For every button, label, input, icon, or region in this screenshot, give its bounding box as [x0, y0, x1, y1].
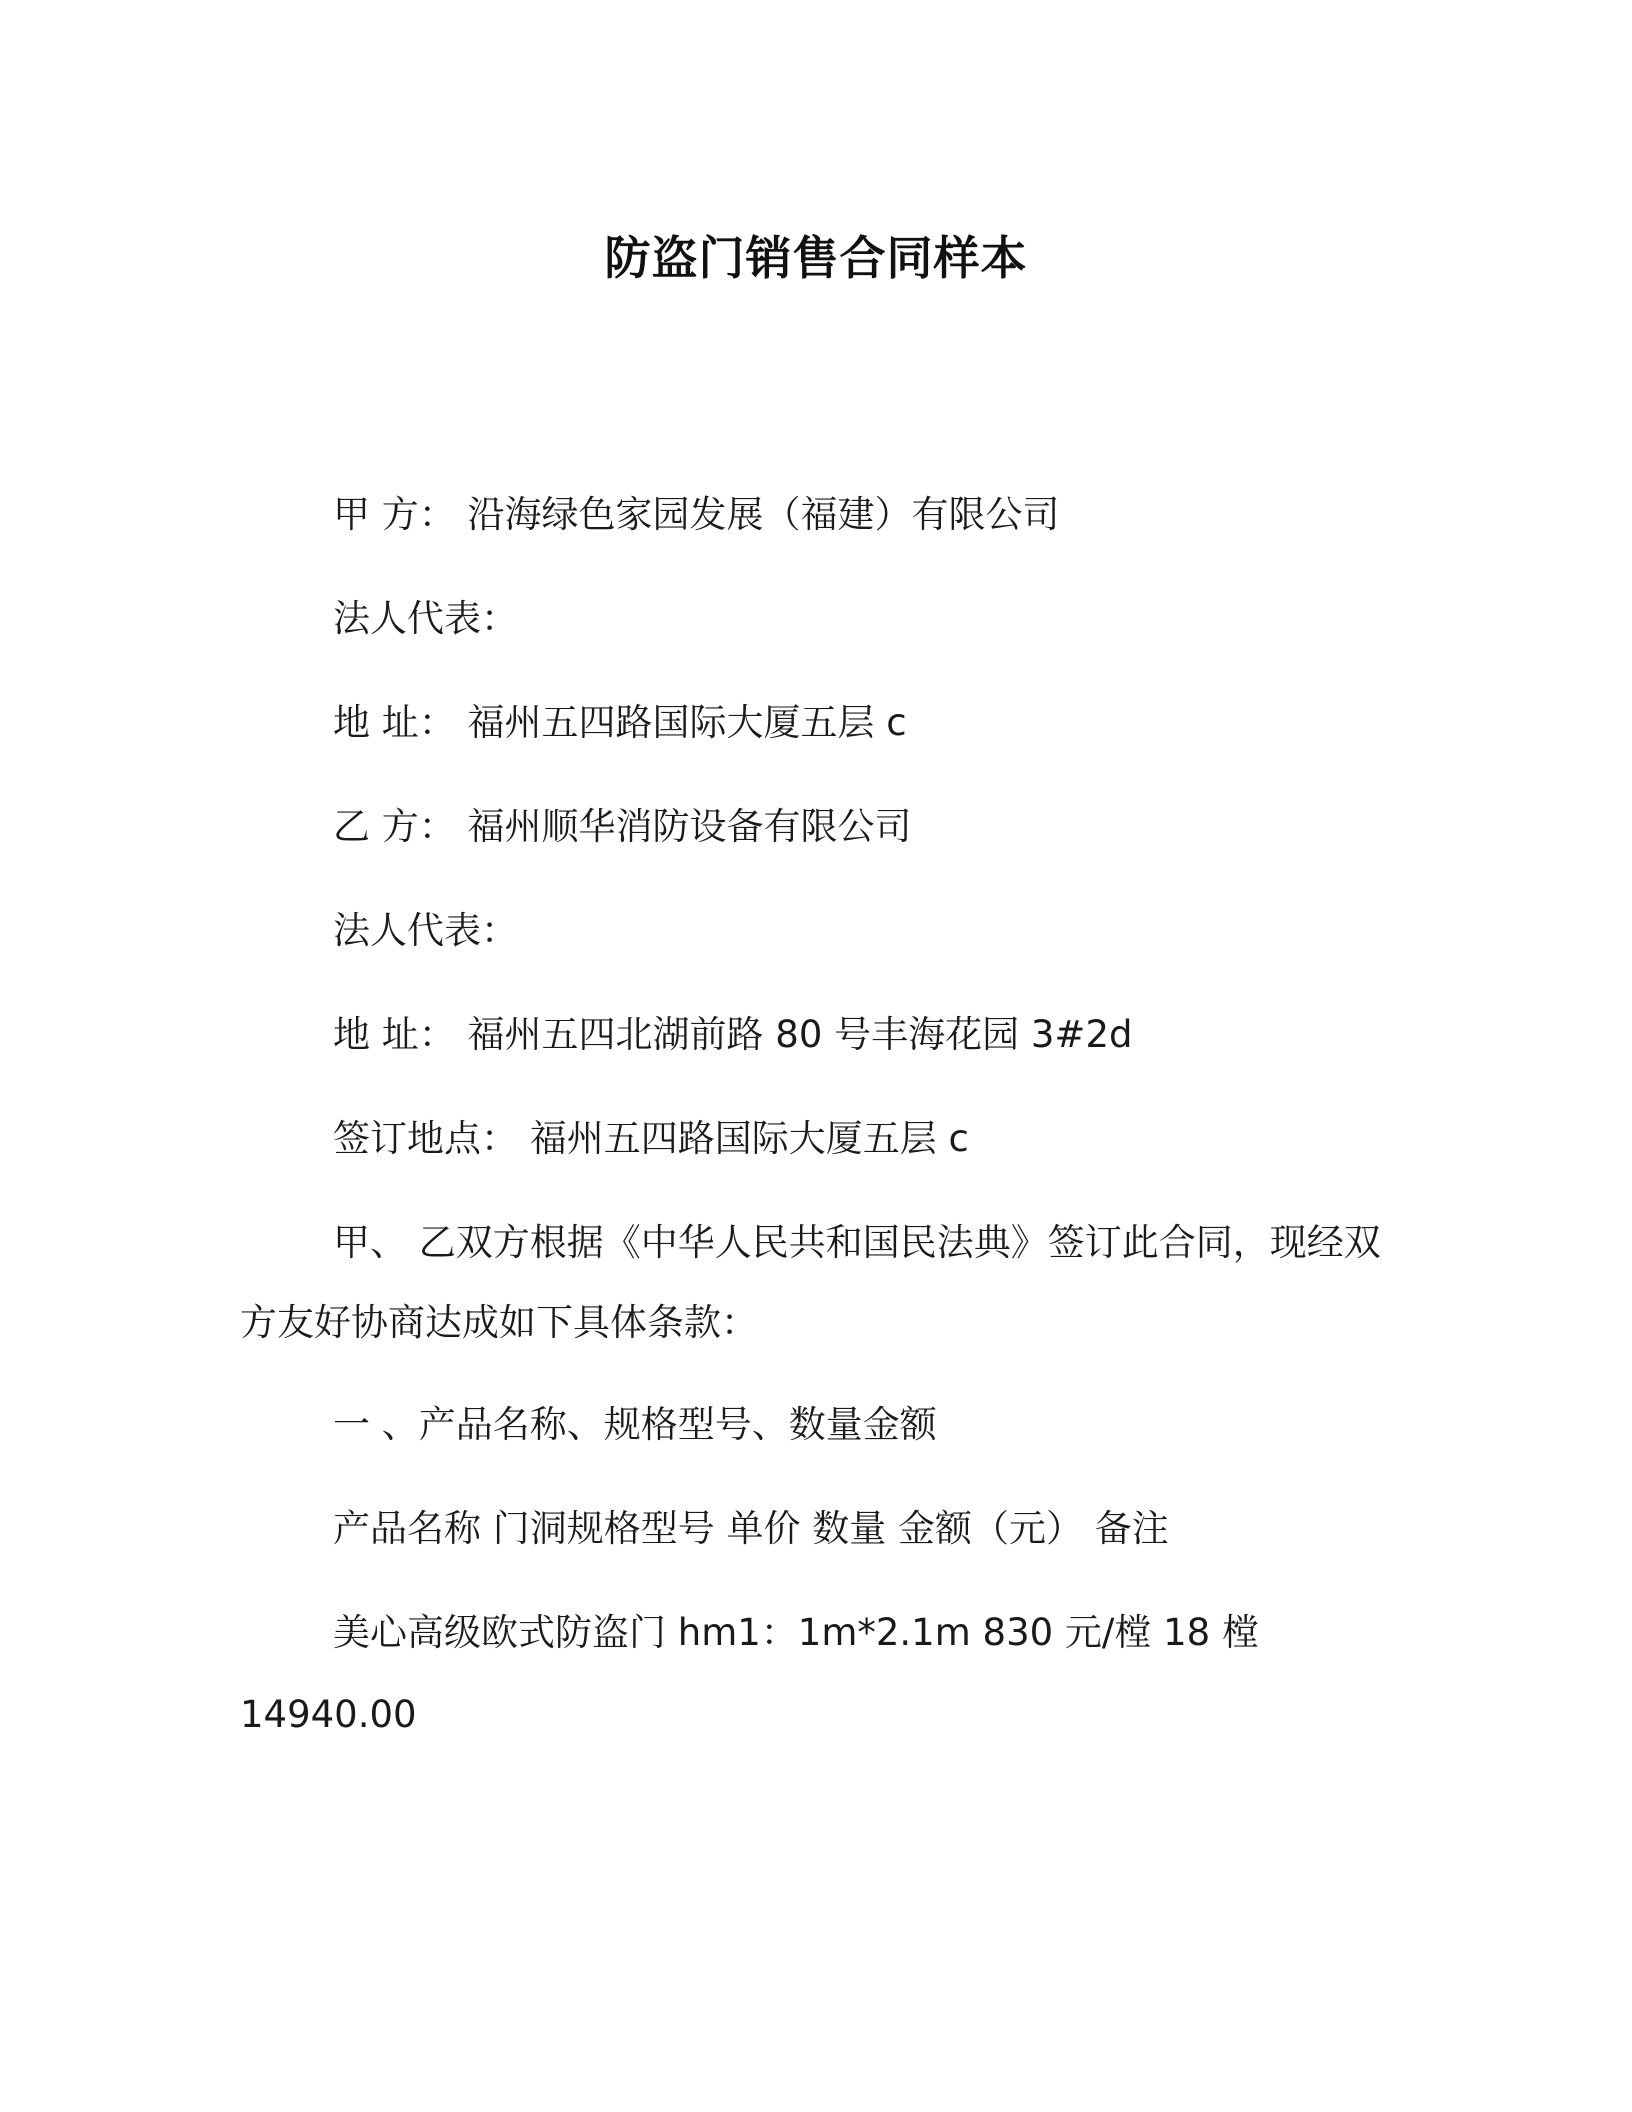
- intro-paragraph-line-2: 方友好协商达成如下具体条款：: [240, 1301, 758, 1344]
- party-b-line: [333, 805, 912, 849]
- party-a-address: 福州五四路国际大厦五层 c: [467, 701, 907, 744]
- document-title: 防盗门销售合同样本: [604, 231, 1028, 285]
- party-b-address-line: [333, 1013, 1132, 1057]
- party-b-name: 福州顺华消防设备有限公司: [467, 805, 912, 848]
- party-a-line: [333, 493, 1060, 537]
- party-b-label: 乙 方：: [333, 805, 456, 848]
- party-a-label: 甲 方：: [333, 493, 456, 536]
- signing-place-line: [333, 1117, 969, 1161]
- party-a-representative: 法人代表：: [333, 597, 518, 640]
- product-row-1-amount: 14940.00: [240, 1693, 417, 1736]
- intro-paragraph-line-1: 甲、 乙双方根据《中华人民共和国民法典》签订此合同，现经双: [333, 1221, 1381, 1264]
- signing-place: 福州五四路国际大厦五层 c: [529, 1117, 969, 1160]
- party-a-address-label: 地 址：: [333, 701, 456, 744]
- signing-place-label: 签订地点：: [333, 1117, 518, 1160]
- party-a-name: 沿海绿色家园发展（福建）有限公司: [467, 493, 1060, 536]
- product-row-1-line-1: 美心高级欧式防盗门 hm1：1m*2.1m 830 元/樘 18 樘: [333, 1611, 1259, 1654]
- product-table-header: 产品名称 门洞规格型号 单价 数量 金额（元） 备注: [333, 1507, 1169, 1550]
- party-a-address-line: [333, 701, 907, 745]
- party-b-representative: 法人代表：: [333, 909, 518, 952]
- section-1-heading: 一 、产品名称、规格型号、数量金额: [333, 1403, 937, 1446]
- party-b-address-label: 地 址：: [333, 1013, 456, 1056]
- party-b-address: 福州五四北湖前路 80 号丰海花园 3#2d: [467, 1013, 1133, 1056]
